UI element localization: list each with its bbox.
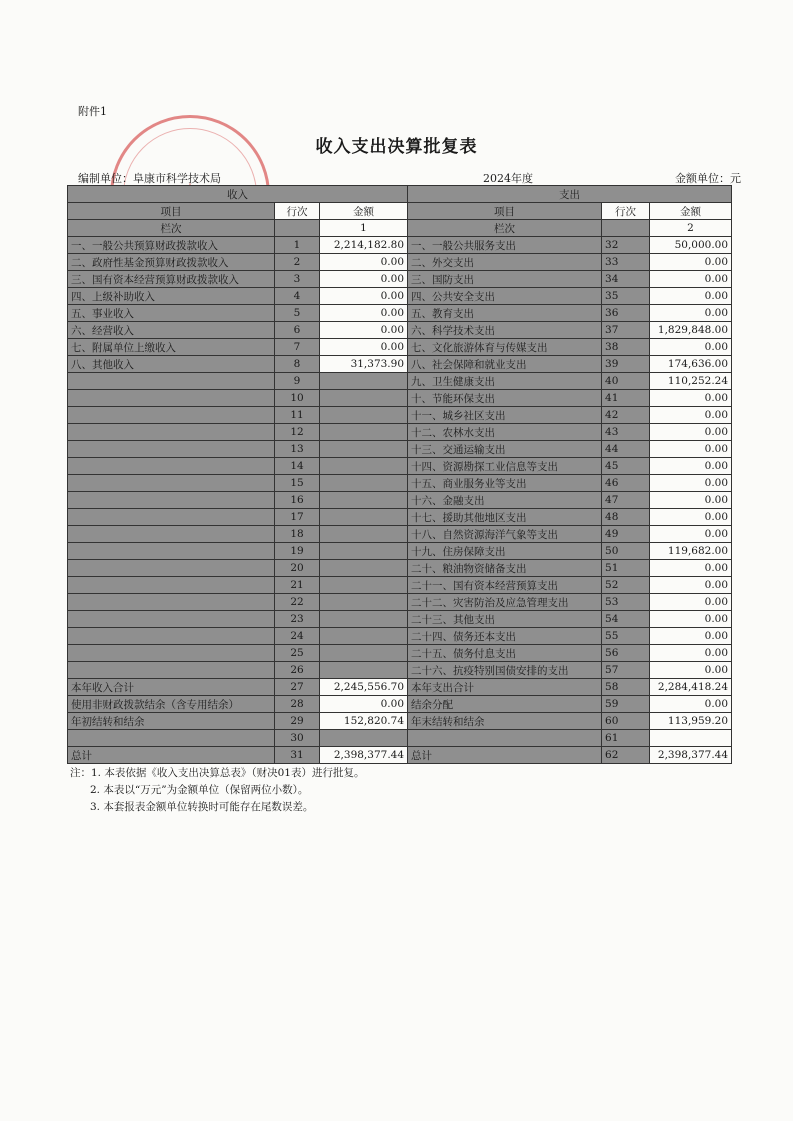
expense-amount: 0.00 bbox=[650, 492, 732, 509]
expense-row-number: 43 bbox=[602, 424, 650, 441]
table-row bbox=[68, 679, 732, 696]
expense-row-number: 36 bbox=[602, 305, 650, 322]
expense-row-number: 53 bbox=[602, 594, 650, 611]
income-amount: 2,245,556.70 bbox=[320, 679, 408, 696]
expense-amount: 0.00 bbox=[650, 390, 732, 407]
income-row-number: 2 bbox=[275, 254, 320, 271]
income-row-number: 1 bbox=[275, 237, 320, 254]
income-amount bbox=[320, 492, 408, 509]
income-item bbox=[68, 407, 275, 424]
expense-row-number: 60 bbox=[602, 713, 650, 730]
income-item bbox=[68, 424, 275, 441]
table-row bbox=[68, 322, 732, 339]
expense-row-number: 38 bbox=[602, 339, 650, 356]
income-row-number: 22 bbox=[275, 594, 320, 611]
income-amount bbox=[320, 662, 408, 679]
income-item: 二、政府性基金预算财政拨款收入 bbox=[68, 254, 275, 271]
income-item: 八、其他收入 bbox=[68, 356, 275, 373]
expense-item: 本年支出合计 bbox=[408, 679, 602, 696]
expense-item: 四、公共安全支出 bbox=[408, 288, 602, 305]
income-item: 六、经营收入 bbox=[68, 322, 275, 339]
income-row-number: 12 bbox=[275, 424, 320, 441]
expense-amount: 0.00 bbox=[650, 560, 732, 577]
expense-amount: 113,959.20 bbox=[650, 713, 732, 730]
expense-row-number: 34 bbox=[602, 271, 650, 288]
expense-row-number: 58 bbox=[602, 679, 650, 696]
income-amount: 0.00 bbox=[320, 696, 408, 713]
table-row bbox=[68, 594, 732, 611]
income-item bbox=[68, 560, 275, 577]
income-amount-header: 金额 bbox=[320, 203, 408, 220]
income-item bbox=[68, 662, 275, 679]
table-row bbox=[68, 441, 732, 458]
expense-item: 九、卫生健康支出 bbox=[408, 373, 602, 390]
table-row bbox=[68, 407, 732, 424]
income-row-number: 20 bbox=[275, 560, 320, 577]
expense-row-number: 59 bbox=[602, 696, 650, 713]
table-row bbox=[68, 577, 732, 594]
income-item: 年初结转和结余 bbox=[68, 713, 275, 730]
income-row-number: 14 bbox=[275, 458, 320, 475]
income-row-number: 3 bbox=[275, 271, 320, 288]
expense-row-number: 55 bbox=[602, 628, 650, 645]
table-row bbox=[68, 543, 732, 560]
expense-amount: 0.00 bbox=[650, 424, 732, 441]
expense-item: 十、节能环保支出 bbox=[408, 390, 602, 407]
income-header: 收入 bbox=[68, 186, 408, 203]
income-row-number: 6 bbox=[275, 322, 320, 339]
income-amount: 31,373.90 bbox=[320, 356, 408, 373]
income-amount bbox=[320, 373, 408, 390]
income-amount bbox=[320, 526, 408, 543]
expense-row-number: 37 bbox=[602, 322, 650, 339]
income-row-number: 26 bbox=[275, 662, 320, 679]
footnotes bbox=[70, 765, 364, 816]
income-row-number: 15 bbox=[275, 475, 320, 492]
income-amount: 0.00 bbox=[320, 271, 408, 288]
expense-item: 十四、资源勘探工业信息等支出 bbox=[408, 458, 602, 475]
income-row-number: 25 bbox=[275, 645, 320, 662]
expense-item: 一、一般公共服务支出 bbox=[408, 237, 602, 254]
expense-amount: 0.00 bbox=[650, 509, 732, 526]
table-row bbox=[68, 509, 732, 526]
expense-item: 十五、商业服务业等支出 bbox=[408, 475, 602, 492]
income-amount bbox=[320, 458, 408, 475]
income-row-number: 30 bbox=[275, 730, 320, 747]
expense-amount: 0.00 bbox=[650, 594, 732, 611]
income-amount bbox=[320, 543, 408, 560]
expense-row-number: 52 bbox=[602, 577, 650, 594]
expense-lanci-number: 2 bbox=[650, 220, 732, 237]
income-item bbox=[68, 611, 275, 628]
expense-amount: 0.00 bbox=[650, 526, 732, 543]
expense-row-header: 行次 bbox=[602, 203, 650, 220]
income-row-header: 行次 bbox=[275, 203, 320, 220]
expense-row-number: 46 bbox=[602, 475, 650, 492]
expense-row-number: 41 bbox=[602, 390, 650, 407]
expense-amount bbox=[650, 730, 732, 747]
expense-amount: 1,829,848.00 bbox=[650, 322, 732, 339]
expense-item: 五、教育支出 bbox=[408, 305, 602, 322]
income-item: 使用非财政拨款结余（含专用结余） bbox=[68, 696, 275, 713]
expense-row-number: 54 bbox=[602, 611, 650, 628]
footnote-1: 注：1. 本表依据《收入支出决算总表》（财决01表）进行批复。 bbox=[70, 767, 365, 779]
expense-amount: 0.00 bbox=[650, 458, 732, 475]
income-item bbox=[68, 526, 275, 543]
income-item bbox=[68, 441, 275, 458]
lanci-row bbox=[68, 220, 732, 237]
compiler-unit: 编制单位：阜康市科学技术局 bbox=[78, 172, 221, 185]
table-row bbox=[68, 645, 732, 662]
expense-row-number: 49 bbox=[602, 526, 650, 543]
income-item: 一、一般公共预算财政拨款收入 bbox=[68, 237, 275, 254]
income-row-number: 28 bbox=[275, 696, 320, 713]
income-item bbox=[68, 730, 275, 747]
income-row-number: 17 bbox=[275, 509, 320, 526]
table-row bbox=[68, 696, 732, 713]
income-item bbox=[68, 509, 275, 526]
expense-item: 二十、粮油物资储备支出 bbox=[408, 560, 602, 577]
table-row bbox=[68, 662, 732, 679]
expense-row-number: 32 bbox=[602, 237, 650, 254]
expense-row-number: 44 bbox=[602, 441, 650, 458]
table-row bbox=[68, 492, 732, 509]
expense-amount: 110,252.24 bbox=[650, 373, 732, 390]
income-item bbox=[68, 543, 275, 560]
income-row-number: 10 bbox=[275, 390, 320, 407]
income-item: 四、上级补助收入 bbox=[68, 288, 275, 305]
expense-item: 十七、援助其他地区支出 bbox=[408, 509, 602, 526]
expense-lanci-label: 栏次 bbox=[408, 220, 602, 237]
expense-lanci-blank bbox=[602, 220, 650, 237]
income-row-number: 27 bbox=[275, 679, 320, 696]
expense-amount: 0.00 bbox=[650, 407, 732, 424]
expense-amount: 0.00 bbox=[650, 288, 732, 305]
income-item bbox=[68, 475, 275, 492]
expense-amount: 0.00 bbox=[650, 475, 732, 492]
income-row-number: 5 bbox=[275, 305, 320, 322]
income-item bbox=[68, 458, 275, 475]
income-amount bbox=[320, 730, 408, 747]
income-amount: 152,820.74 bbox=[320, 713, 408, 730]
expense-item: 六、科学技术支出 bbox=[408, 322, 602, 339]
income-amount bbox=[320, 594, 408, 611]
table-row bbox=[68, 730, 732, 747]
income-row-number: 23 bbox=[275, 611, 320, 628]
income-item: 五、事业收入 bbox=[68, 305, 275, 322]
table-row bbox=[68, 560, 732, 577]
income-item bbox=[68, 390, 275, 407]
table-row bbox=[68, 424, 732, 441]
expense-item: 十二、农林水支出 bbox=[408, 424, 602, 441]
income-amount bbox=[320, 390, 408, 407]
expense-item: 二十四、债务还本支出 bbox=[408, 628, 602, 645]
income-item bbox=[68, 373, 275, 390]
expense-amount: 0.00 bbox=[650, 696, 732, 713]
table-row bbox=[68, 713, 732, 730]
expense-item: 二十五、债务付息支出 bbox=[408, 645, 602, 662]
expense-item: 三、国防支出 bbox=[408, 271, 602, 288]
income-amount: 2,398,377.44 bbox=[320, 747, 408, 764]
income-row-number: 4 bbox=[275, 288, 320, 305]
expense-item: 二十六、抗疫特别国债安排的支出 bbox=[408, 662, 602, 679]
expense-item: 十三、交通运输支出 bbox=[408, 441, 602, 458]
expense-row-number: 62 bbox=[602, 747, 650, 764]
income-row-number: 31 bbox=[275, 747, 320, 764]
expense-row-number: 39 bbox=[602, 356, 650, 373]
income-amount: 0.00 bbox=[320, 305, 408, 322]
money-unit: 金额单位：元 bbox=[675, 172, 741, 185]
income-expense-table bbox=[67, 185, 732, 764]
income-row-number: 18 bbox=[275, 526, 320, 543]
attachment-label: 附件1 bbox=[78, 105, 107, 118]
expense-item-header: 项目 bbox=[408, 203, 602, 220]
expense-item: 十一、城乡社区支出 bbox=[408, 407, 602, 424]
table-row bbox=[68, 254, 732, 271]
expense-item: 十八、自然资源海洋气象等支出 bbox=[408, 526, 602, 543]
income-amount: 0.00 bbox=[320, 254, 408, 271]
footnote-2: 2. 本表以“万元”为金额单位（保留两位小数）。 bbox=[90, 784, 309, 796]
income-amount bbox=[320, 475, 408, 492]
expense-row-number: 33 bbox=[602, 254, 650, 271]
income-item-header: 项目 bbox=[68, 203, 275, 220]
fiscal-year: 2024年度 bbox=[483, 172, 533, 185]
expense-item: 结余分配 bbox=[408, 696, 602, 713]
expense-row-number: 40 bbox=[602, 373, 650, 390]
expense-item bbox=[408, 730, 602, 747]
income-row-number: 13 bbox=[275, 441, 320, 458]
expense-amount: 0.00 bbox=[650, 628, 732, 645]
expense-amount: 2,398,377.44 bbox=[650, 747, 732, 764]
income-row-number: 21 bbox=[275, 577, 320, 594]
income-amount: 0.00 bbox=[320, 339, 408, 356]
income-amount: 0.00 bbox=[320, 322, 408, 339]
expense-amount: 0.00 bbox=[650, 577, 732, 594]
table-row bbox=[68, 373, 732, 390]
table-row bbox=[68, 271, 732, 288]
table-row bbox=[68, 356, 732, 373]
footnote-3: 3. 本套报表金额单位转换时可能存在尾数误差。 bbox=[90, 801, 314, 813]
income-row-number: 11 bbox=[275, 407, 320, 424]
expense-item: 十六、金融支出 bbox=[408, 492, 602, 509]
expense-row-number: 47 bbox=[602, 492, 650, 509]
table-row bbox=[68, 458, 732, 475]
expense-amount: 0.00 bbox=[650, 662, 732, 679]
table-row bbox=[68, 526, 732, 543]
income-row-number: 7 bbox=[275, 339, 320, 356]
income-item bbox=[68, 594, 275, 611]
income-amount bbox=[320, 509, 408, 526]
income-row-number: 9 bbox=[275, 373, 320, 390]
expense-row-number: 56 bbox=[602, 645, 650, 662]
expense-amount: 0.00 bbox=[650, 339, 732, 356]
expense-amount: 0.00 bbox=[650, 645, 732, 662]
expense-amount: 50,000.00 bbox=[650, 237, 732, 254]
expense-row-number: 35 bbox=[602, 288, 650, 305]
income-row-number: 24 bbox=[275, 628, 320, 645]
expense-amount-header: 金额 bbox=[650, 203, 732, 220]
table-row bbox=[68, 475, 732, 492]
expense-item: 二十一、国有资本经营预算支出 bbox=[408, 577, 602, 594]
expense-row-number: 51 bbox=[602, 560, 650, 577]
expense-item: 二、外交支出 bbox=[408, 254, 602, 271]
income-amount bbox=[320, 577, 408, 594]
expense-row-number: 42 bbox=[602, 407, 650, 424]
expense-amount: 0.00 bbox=[650, 271, 732, 288]
income-amount bbox=[320, 441, 408, 458]
income-amount bbox=[320, 628, 408, 645]
table-row bbox=[68, 611, 732, 628]
expense-item: 七、文化旅游体育与传媒支出 bbox=[408, 339, 602, 356]
income-amount bbox=[320, 560, 408, 577]
income-amount: 0.00 bbox=[320, 288, 408, 305]
income-item: 三、国有资本经营预算财政拨款收入 bbox=[68, 271, 275, 288]
income-item bbox=[68, 577, 275, 594]
expense-item: 总计 bbox=[408, 747, 602, 764]
income-item: 七、附属单位上缴收入 bbox=[68, 339, 275, 356]
expense-amount: 119,682.00 bbox=[650, 543, 732, 560]
column-header-row bbox=[68, 203, 732, 220]
expense-amount: 0.00 bbox=[650, 305, 732, 322]
table-row bbox=[68, 339, 732, 356]
expense-row-number: 48 bbox=[602, 509, 650, 526]
table-row bbox=[68, 390, 732, 407]
income-item bbox=[68, 628, 275, 645]
expense-amount: 174,636.00 bbox=[650, 356, 732, 373]
expense-item: 二十三、其他支出 bbox=[408, 611, 602, 628]
table-row bbox=[68, 288, 732, 305]
income-row-number: 16 bbox=[275, 492, 320, 509]
expense-row-number: 45 bbox=[602, 458, 650, 475]
income-amount bbox=[320, 407, 408, 424]
expense-amount: 2,284,418.24 bbox=[650, 679, 732, 696]
income-amount: 2,214,182.80 bbox=[320, 237, 408, 254]
income-lanci-number: 1 bbox=[320, 220, 408, 237]
income-row-number: 19 bbox=[275, 543, 320, 560]
expense-row-number: 57 bbox=[602, 662, 650, 679]
expense-item: 年末结转和结余 bbox=[408, 713, 602, 730]
page-title: 收入支出决算批复表 bbox=[315, 137, 478, 157]
expense-item: 十九、住房保障支出 bbox=[408, 543, 602, 560]
expense-item: 八、社会保障和就业支出 bbox=[408, 356, 602, 373]
income-item: 总计 bbox=[68, 747, 275, 764]
expense-header: 支出 bbox=[408, 186, 732, 203]
table-row bbox=[68, 747, 732, 764]
income-item bbox=[68, 492, 275, 509]
income-lanci-label: 栏次 bbox=[68, 220, 275, 237]
income-lanci-blank bbox=[275, 220, 320, 237]
table-row bbox=[68, 305, 732, 322]
expense-amount: 0.00 bbox=[650, 254, 732, 271]
income-row-number: 8 bbox=[275, 356, 320, 373]
income-amount bbox=[320, 424, 408, 441]
income-amount bbox=[320, 645, 408, 662]
table-row bbox=[68, 628, 732, 645]
section-header-row bbox=[68, 186, 732, 203]
expense-row-number: 61 bbox=[602, 730, 650, 747]
income-item bbox=[68, 645, 275, 662]
income-amount bbox=[320, 611, 408, 628]
expense-row-number: 50 bbox=[602, 543, 650, 560]
expense-amount: 0.00 bbox=[650, 441, 732, 458]
expense-amount: 0.00 bbox=[650, 611, 732, 628]
income-row-number: 29 bbox=[275, 713, 320, 730]
income-item: 本年收入合计 bbox=[68, 679, 275, 696]
expense-item: 二十二、灾害防治及应急管理支出 bbox=[408, 594, 602, 611]
table-row bbox=[68, 237, 732, 254]
